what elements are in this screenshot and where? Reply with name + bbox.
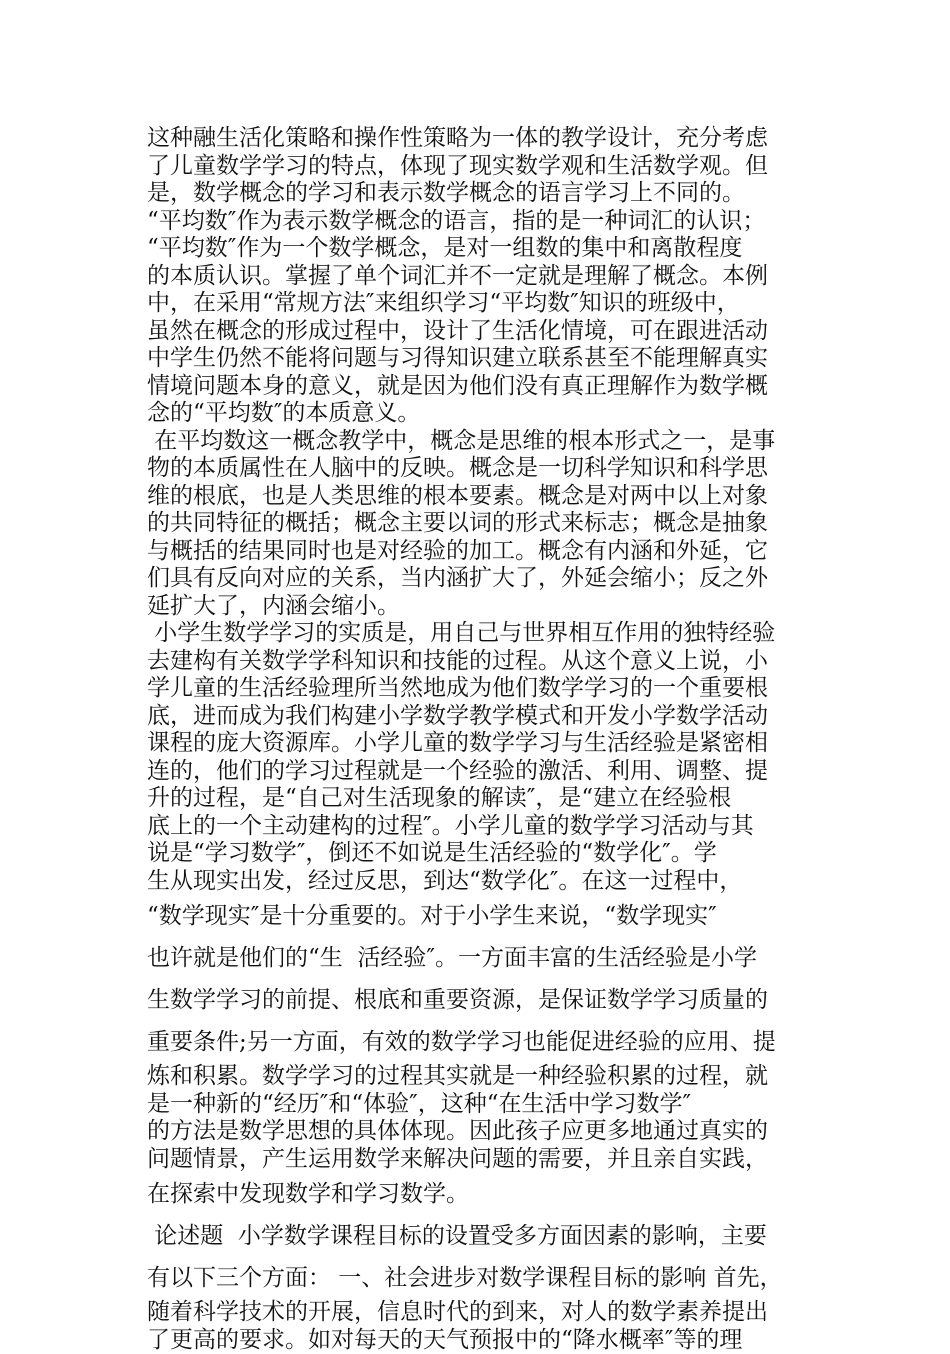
text-line: 有以下三个方面： 一、社会进步对数学课程目标的影响 首先，: [147, 1257, 807, 1299]
text-line: 炼和积累。数学学习的过程其实就是一种经验积累的过程，就: [147, 1063, 807, 1091]
text-line: 重要条件;另一方面，有效的数学学习也能促进经验的应用、提: [147, 1021, 807, 1063]
text-line: 是一种新的“经历″和“体验″，这种“在生活中学习数学″: [147, 1091, 807, 1119]
text-line: 们具有反向对应的关系，当内涵扩大了，外延会缩小；反之外: [147, 565, 807, 593]
text-line: 随着科学技术的开展，信息时代的到来，对人的数学素养提出: [147, 1299, 807, 1327]
text-line: 底，进而成为我们构建小学数学教学模式和开发小学数学活动: [147, 703, 807, 731]
text-line: 问题情景，产生运用数学来解决问题的需要，并且亲自实践，: [147, 1146, 807, 1174]
document-body: [147, 125, 807, 1354]
text-line: 连的，他们的学习过程就是一个经验的激活、利用、调整、提: [147, 758, 807, 786]
text-line: 的共同特征的概括；概念主要以词的形式来标志；概念是抽象: [147, 510, 807, 538]
text-line: 小学生数学学习的实质是，用自己与世界相互作用的独特经验: [147, 620, 807, 648]
text-line: “平均数″作为表示数学概念的语言，指的是一种词汇的认识；: [147, 208, 807, 236]
text-line: 中，在采用“常规方法″来组织学习“平均数″知识的班级中，: [147, 290, 807, 318]
text-line: 生从现实出发，经过反思，到达“数学化″。在这一过程中，: [147, 868, 807, 896]
text-line: 生数学学习的前提、根底和重要资源，是保证数学学习质量的: [147, 979, 807, 1021]
text-line: 中学生仍然不能将问题与习得知识建立联系甚至不能理解真实: [147, 345, 807, 373]
text-line: 的方法是数学思想的具体体现。因此孩子应更多地通过真实的: [147, 1118, 807, 1146]
text-line: 了更高的要求。如对每天的天气预报中的“降水概率″等的理: [147, 1327, 807, 1354]
text-line: 在平均数这一概念教学中，概念是思维的根本形式之一，是事: [147, 428, 807, 456]
text-line: 说是“学习数学″，倒还不如说是生活经验的“数学化″。学: [147, 840, 807, 868]
text-line: 与概括的结果同时也是对经验的加工。概念有内涵和外延，它: [147, 538, 807, 566]
text-line: 学儿童的生活经验理所当然地成为他们数学学习的一个重要根: [147, 675, 807, 703]
text-line: 物的本质属性在人脑中的反映。概念是一切科学知识和科学思: [147, 455, 807, 483]
text-line: 念的“平均数″的本质意义。: [147, 400, 807, 428]
text-line: 维的根底，也是人类思维的根本要素。概念是对两中以上对象: [147, 483, 807, 511]
text-line: 虽然在概念的形成过程中，设计了生活化情境，可在跟进活动: [147, 318, 807, 346]
text-line: 论述题 小学数学课程目标的设置受多方面因素的影响，主要: [147, 1215, 807, 1257]
text-line: 了儿童数学学习的特点，体现了现实数学观和生活数学观。但: [147, 153, 807, 181]
text-line: 去建构有关数学学科知识和技能的过程。从这个意义上说，小: [147, 648, 807, 676]
text-line: “平均数″作为一个数学概念，是对一组数的集中和离散程度: [147, 235, 807, 263]
text-line: 是，数学概念的学习和表示数学概念的语言学习上不同的。: [147, 180, 807, 208]
text-line: 也许就是他们的“生 活经验″。一方面丰富的生活经验是小学: [147, 937, 807, 979]
text-line: 情境问题本身的意义，就是因为他们没有真正理解作为数学概: [147, 373, 807, 401]
text-line: 底上的一个主动建构的过程″。小学儿童的数学学习活动与其: [147, 813, 807, 841]
text-line: 的本质认识。掌握了单个词汇并不一定就是理解了概念。本例: [147, 263, 807, 291]
text-line: 在探索中发现数学和学习数学。: [147, 1173, 807, 1215]
text-line: 延扩大了，内涵会缩小。: [147, 593, 807, 621]
text-line: 课程的庞大资源库。小学儿童的数学学习与生活经验是紧密相: [147, 730, 807, 758]
text-line: 升的过程，是“自己对生活现象的解读″，是“建立在经验根: [147, 785, 807, 813]
text-line: 这种融生活化策略和操作性策略为一体的教学设计，充分考虑: [147, 125, 807, 153]
text-line: “数学现实″是十分重要的。对于小学生来说，“数学现实″: [147, 895, 807, 937]
